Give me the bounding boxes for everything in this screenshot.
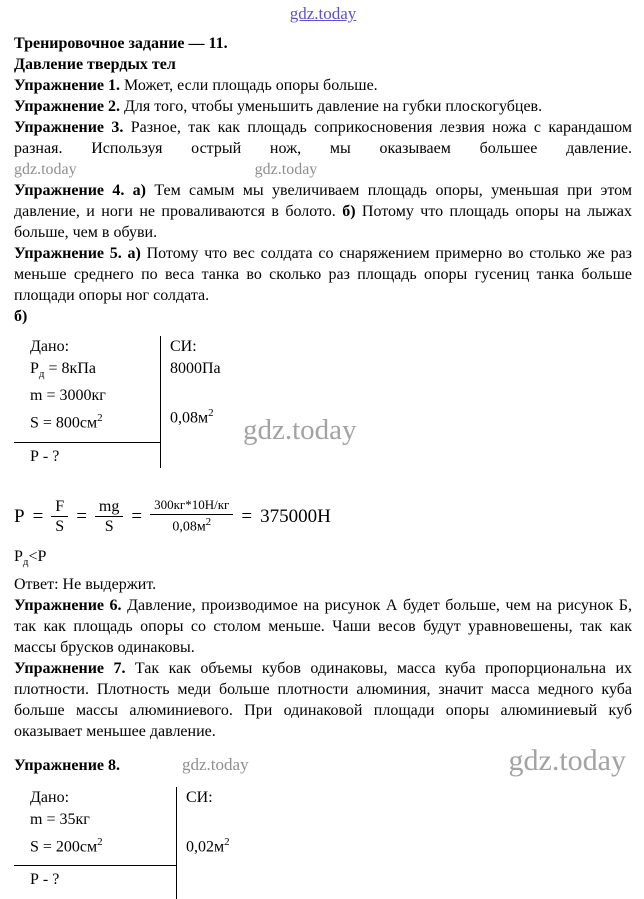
equals-sign-2: = bbox=[76, 505, 87, 527]
given-area bbox=[14, 407, 160, 434]
exercise-1 bbox=[14, 75, 632, 96]
given-pressure bbox=[14, 358, 160, 385]
si-question-spacer-task8 bbox=[186, 865, 632, 890]
exercise-5 bbox=[14, 243, 632, 306]
exercise-2-text: Для того, чтобы уменьшить давление на губки плоскогубцев. bbox=[120, 98, 543, 115]
fraction-3-denominator-sup: 2 bbox=[205, 516, 212, 529]
given-mass-task8: m = 35кг bbox=[30, 810, 90, 828]
exercise-1-label: Упражнение 1. bbox=[14, 77, 121, 94]
pressure-formula bbox=[14, 498, 632, 537]
exercise-3-label: Упражнение 3. bbox=[14, 119, 124, 136]
exercise-2 bbox=[14, 96, 632, 117]
given-area-task8 bbox=[14, 831, 176, 858]
pressure-value: = 8кПа bbox=[44, 360, 96, 377]
fraction-3-numerator: 300кг*10Н/кг bbox=[150, 498, 233, 515]
page-title: Тренировочное задание — 11. bbox=[14, 35, 228, 52]
si-empty-row-task8 bbox=[186, 809, 632, 831]
exercise-7-text: Так как объемы кубов одинаковы, масса куба пропорциональна их плотности. Плотность меди больше плотности алюминия, значит масса медного куба больше массы алюминиевого. При одинаковой площади опоры алюминиевый куб оказывает меньшее давление. bbox=[14, 659, 632, 740]
watermark-inline-1: gdz.today bbox=[14, 161, 77, 178]
given-si-table-task8 bbox=[14, 787, 632, 899]
fraction-values bbox=[150, 498, 233, 535]
page-subtitle: Давление твердых тел bbox=[14, 56, 176, 73]
fraction-f-over-s bbox=[51, 498, 68, 537]
question-row: Р - ? bbox=[14, 442, 160, 468]
area-superscript-task8: 2 bbox=[97, 835, 103, 848]
watermark-large-middle: gdz.today bbox=[243, 414, 357, 446]
formula-lhs: P bbox=[14, 505, 25, 527]
area-value-task8: S = 200см bbox=[30, 837, 98, 855]
exercise-8-label: Упражнение 8. bbox=[14, 756, 121, 774]
comparison-rest: <Р bbox=[28, 548, 47, 566]
exercise-3 bbox=[14, 117, 632, 180]
exercise-3-text: Разное, так как площадь соприкосновения лезвия ножа с карандашом разная. Используя острый нож, мы оказываем большее давление. bbox=[14, 119, 632, 157]
si-header: СИ: bbox=[170, 338, 197, 355]
area-value: S = 800см bbox=[30, 414, 98, 432]
si-area-task8 bbox=[186, 831, 632, 858]
equals-sign-4: = bbox=[241, 505, 253, 527]
exercise-6-text: Давление, производимое на рисунок А будет больше, чем на рисунок Б, так как площадь опоры со столом меньше. Чаши весов будут уравновешены, так как массы брусков одинаковы. bbox=[14, 596, 632, 656]
given-column-task8 bbox=[14, 787, 176, 899]
pressure-subscript: д bbox=[38, 368, 45, 381]
watermark-inline-2: gdz.today bbox=[254, 161, 318, 178]
exercise-4-text-b: Потому что площадь опоры на лыжах больше, чем в обуви. bbox=[14, 203, 632, 241]
si-question-spacer bbox=[170, 436, 632, 461]
pressure-symbol: Р bbox=[30, 360, 39, 377]
question-row-task8: Р - ? bbox=[14, 865, 176, 891]
given-si-table-task5 bbox=[14, 336, 632, 468]
answer-line: Ответ: Не выдержит. bbox=[14, 575, 157, 593]
fraction-2-numerator: mg bbox=[95, 498, 123, 518]
si-area-superscript-task8: 2 bbox=[224, 835, 230, 848]
exercise-5-label-b: б) bbox=[14, 308, 28, 325]
watermark-large-bottom: gdz.today bbox=[508, 743, 626, 777]
equals-sign-1: = bbox=[32, 505, 44, 527]
si-area-superscript: 2 bbox=[208, 407, 214, 419]
given-header-task8: Дано: bbox=[30, 788, 70, 806]
si-empty-row bbox=[170, 380, 632, 402]
si-area bbox=[170, 402, 632, 429]
exercise-6 bbox=[14, 595, 632, 658]
exercise-4-label-a: Упражнение 4. а) bbox=[14, 182, 146, 199]
comparison-subscript: д bbox=[22, 556, 29, 569]
exercise-8 bbox=[14, 744, 632, 778]
watermark-inline-3: gdz.today bbox=[182, 754, 249, 774]
watermark-link-top[interactable]: gdz.today bbox=[289, 4, 357, 23]
fraction-mg-over-s bbox=[95, 498, 123, 537]
fraction-1-numerator: F bbox=[51, 498, 68, 518]
exercise-7 bbox=[14, 658, 632, 742]
si-column-task8 bbox=[176, 787, 632, 899]
si-area-value-task8: 0,02м bbox=[186, 837, 225, 855]
formula-result: 375000Н bbox=[260, 505, 331, 527]
given-column bbox=[14, 336, 160, 468]
exercise-2-label: Упражнение 2. bbox=[14, 98, 121, 115]
equals-sign-3: = bbox=[131, 505, 143, 527]
exercise-5-label-a: Упражнение 5. а) bbox=[14, 245, 141, 262]
si-header-task8: СИ: bbox=[186, 788, 213, 806]
exercise-4-label-b: б) bbox=[342, 203, 356, 220]
area-superscript: 2 bbox=[97, 412, 103, 425]
comparison-line bbox=[14, 546, 632, 573]
fraction-3-denominator bbox=[172, 515, 211, 535]
fraction-2-denominator: S bbox=[104, 518, 114, 536]
exercise-1-text: Может, если площадь опоры больше. bbox=[120, 77, 378, 94]
fraction-3-denominator-base: 0,08м bbox=[172, 519, 206, 535]
exercise-6-label: Упражнение 6. bbox=[14, 596, 122, 614]
comparison-symbol: Р bbox=[14, 548, 23, 566]
exercise-5-text-a: Потому что вес солдата со снаряжением примерно во столько же раз меньше среднего по веса танка во сколько раз площадь опоры гусениц танка больше площади опоры ног солдата. bbox=[14, 245, 632, 304]
exercise-4-text-a: Тем самым мы увеличиваем площадь опоры, уменьшая при этом давление, и ноги не проваливаются в болото. bbox=[14, 182, 632, 220]
exercise-4 bbox=[14, 180, 632, 243]
si-column bbox=[160, 336, 632, 468]
fraction-1-denominator: S bbox=[55, 518, 65, 536]
si-pressure: 8000Па bbox=[170, 360, 221, 377]
si-area-value: 0,08м bbox=[170, 409, 209, 427]
exercise-5-part-b bbox=[14, 306, 632, 327]
given-mass: m = 3000кг bbox=[30, 387, 106, 405]
exercise-7-label: Упражнение 7. bbox=[14, 659, 126, 677]
given-header: Дано: bbox=[30, 338, 70, 355]
